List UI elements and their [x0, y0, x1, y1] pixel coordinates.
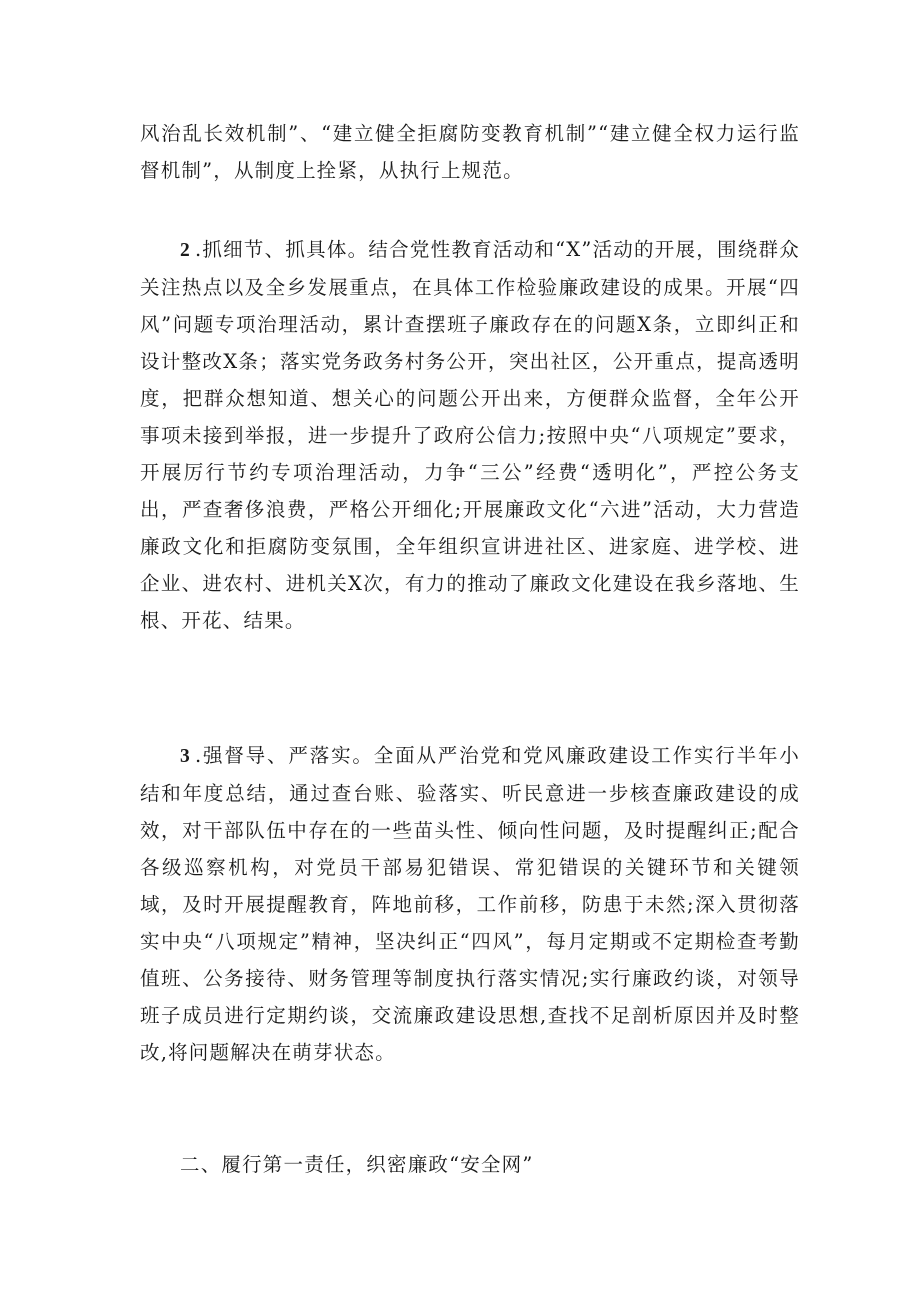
- paragraph-text: .抓细节、抓具体。结合党性教育活动和“X”活动的开展，围绕群众关注热点以及全乡发展重点，在具体工作检验廉政建设的成果。开展“四风”问题专项治理活动，累计查摆班子廉政存在的问题X条，立即纠正和设计整改X条；落实党务政务村务公开，突出社区，公开重点，提高透明度，把群众想知道、想关心的问题公开出来，方便群众监督，全年公开事项未接到举报，进一步提升了政府公信力;按照中央“八项规定”要求，开展厉行节约专项治理活动，力争“三公”经费“透明化”，严控公务支出，严查奢侈浪费，严格公开细化;开展廉政文化“六进”活动，大力营造廉政文化和拒腐防变氛围，全年组织宣讲进社区、进家庭、进学校、进企业、进农村、进机关X次，有力的推动了廉政文化建设在我乡落地、生根、开花、结果。: [140, 238, 800, 632]
- item-number: 3: [180, 746, 191, 767]
- heading-text: 二、履行第一责任，织密廉政“安全网”: [180, 1153, 534, 1176]
- paragraph-text: 风治乱长效机制”、“建立健全拒腐防变教育机制”“建立健全权力运行监督机制”，从制度上拴紧，从执行上规范。: [140, 122, 800, 182]
- paragraph-item-3: [140, 737, 800, 1071]
- section-heading: [180, 1146, 800, 1183]
- paragraph-continuation: [140, 115, 800, 189]
- paragraph-text: .强督导、严落实。全面从严治党和党风廉政建设工作实行半年小结和年度总结，通过查台账、验落实、听民意进一步核查廉政建设的成效，对干部队伍中存在的一些苗头性、倾向性问题，及时提醒纠正;配合各级巡察机构，对党员干部易犯错误、常犯错误的关键环节和关键领域，及时开展提醒教育，阵地前移，工作前移，防患于未然;深入贯彻落实中央“八项规定”精神，坚决纠正“四风”，每月定期或不定期检查考勤值班、公务接待、财务管理等制度执行落实情况;实行廉政约谈，对领导班子成员进行定期约谈，交流廉政建设思想,查找不足剖析原因并及时整改,将问题解决在萌芽状态。: [140, 744, 800, 1064]
- item-number: 2: [180, 240, 191, 261]
- paragraph-item-2: [140, 231, 800, 639]
